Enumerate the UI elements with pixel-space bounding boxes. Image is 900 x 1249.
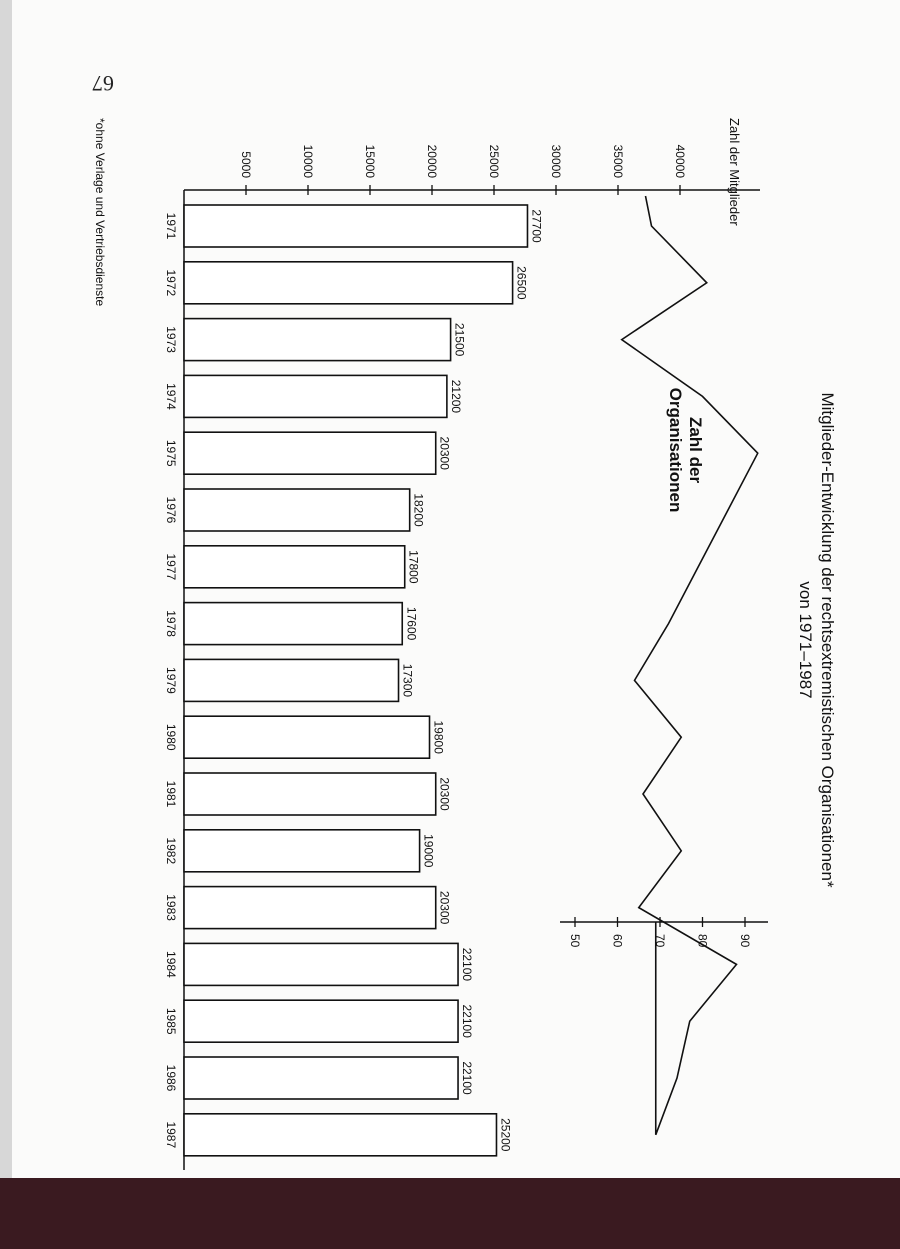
chart-rotated-group: [93, 118, 837, 1170]
bars-group: [164, 205, 543, 1156]
member-bar: [184, 1114, 496, 1156]
year-label: 1978: [164, 610, 178, 637]
year-label: 1984: [164, 951, 178, 978]
bar-value-label: 21200: [448, 379, 463, 414]
bottom-border-band: [0, 1178, 900, 1249]
bar-value-label: 22100: [460, 1061, 475, 1095]
year-label: 1979: [164, 667, 178, 694]
year-label: 1976: [164, 496, 178, 524]
organizations-line-group: [622, 196, 758, 1135]
member-bar: [184, 603, 402, 645]
member-bar: [184, 773, 436, 815]
members-tick-label: 35000: [611, 144, 625, 178]
year-label: 1977: [164, 553, 178, 581]
bar-value-label: 26500: [514, 266, 529, 300]
chart-subtitle: von 1971–1987: [796, 581, 815, 699]
member-bar: [184, 489, 410, 531]
member-bar: [184, 546, 405, 588]
member-bar: [184, 262, 513, 304]
year-label: 1980: [164, 723, 178, 751]
organizations-line: [622, 196, 758, 1135]
bar-value-label: 22100: [460, 1004, 475, 1038]
bar-value-label: 18200: [411, 493, 426, 527]
organizations-tick-label: 70: [653, 934, 667, 948]
bar-value-label: 20300: [437, 436, 452, 470]
bar-value-label: 21500: [452, 322, 467, 357]
members-tick-label: 15000: [363, 144, 377, 178]
member-bar: [184, 1000, 458, 1042]
members-tick-label: 30000: [549, 144, 563, 178]
year-label: 1986: [164, 1064, 178, 1092]
member-bar: [184, 319, 451, 361]
bar-value-label: 17600: [404, 606, 419, 641]
bar-value-label: 17300: [400, 663, 415, 698]
organizations-label-line1: Zahl der: [686, 416, 705, 484]
year-label: 1985: [164, 1007, 178, 1035]
members-tick-label: 10000: [301, 144, 315, 178]
year-label: 1971: [164, 212, 178, 240]
bar-value-label: 19000: [421, 834, 436, 868]
bar-value-label: 27700: [529, 209, 544, 243]
member-bar: [184, 887, 436, 929]
bar-value-label: 19800: [431, 720, 446, 754]
members-tick-label: 5000: [239, 151, 253, 178]
year-label: 1983: [164, 894, 178, 921]
chart-title: Mitglieder-Entwicklung der rechtsextremistischen Organisationen*: [818, 392, 837, 888]
year-label: 1987: [164, 1121, 178, 1149]
member-bar: [184, 205, 527, 247]
members-ticks: [239, 145, 687, 195]
bar-value-label: 20300: [437, 890, 452, 925]
member-bar: [184, 830, 420, 872]
member-bar: [184, 716, 430, 758]
members-axis-label: Zahl der Mitglieder: [727, 118, 742, 226]
member-bar: [184, 432, 436, 474]
members-tick-label: 20000: [425, 144, 439, 178]
members-tick-label: 40000: [673, 144, 687, 178]
organizations-tick-label: 90: [738, 934, 752, 948]
member-bar: [184, 1057, 458, 1099]
bar-value-label: 17800: [406, 550, 421, 584]
year-label: 1973: [164, 326, 178, 353]
bar-value-label: 20300: [437, 777, 452, 811]
member-bar: [184, 375, 447, 417]
bar-value-label: 25200: [498, 1118, 513, 1152]
organizations-tick-label: 50: [568, 934, 582, 948]
organizations-tick-label: 60: [610, 934, 625, 948]
year-label: 1972: [164, 269, 178, 297]
organizations-tick-label: 80: [695, 934, 710, 948]
member-bar: [184, 943, 458, 985]
year-label: 1975: [164, 439, 178, 467]
year-label: 1974: [164, 383, 178, 410]
page-number: 67: [92, 71, 114, 96]
member-bar: [184, 659, 399, 701]
organizations-label-line2: Organisationen: [666, 387, 685, 513]
year-label: 1982: [164, 837, 178, 865]
chart-footnote: *ohne Verlage und Vertriebsdienste: [93, 118, 107, 307]
members-tick-label: 25000: [487, 144, 501, 178]
year-label: 1981: [164, 780, 178, 808]
bar-value-label: 22100: [460, 947, 475, 982]
